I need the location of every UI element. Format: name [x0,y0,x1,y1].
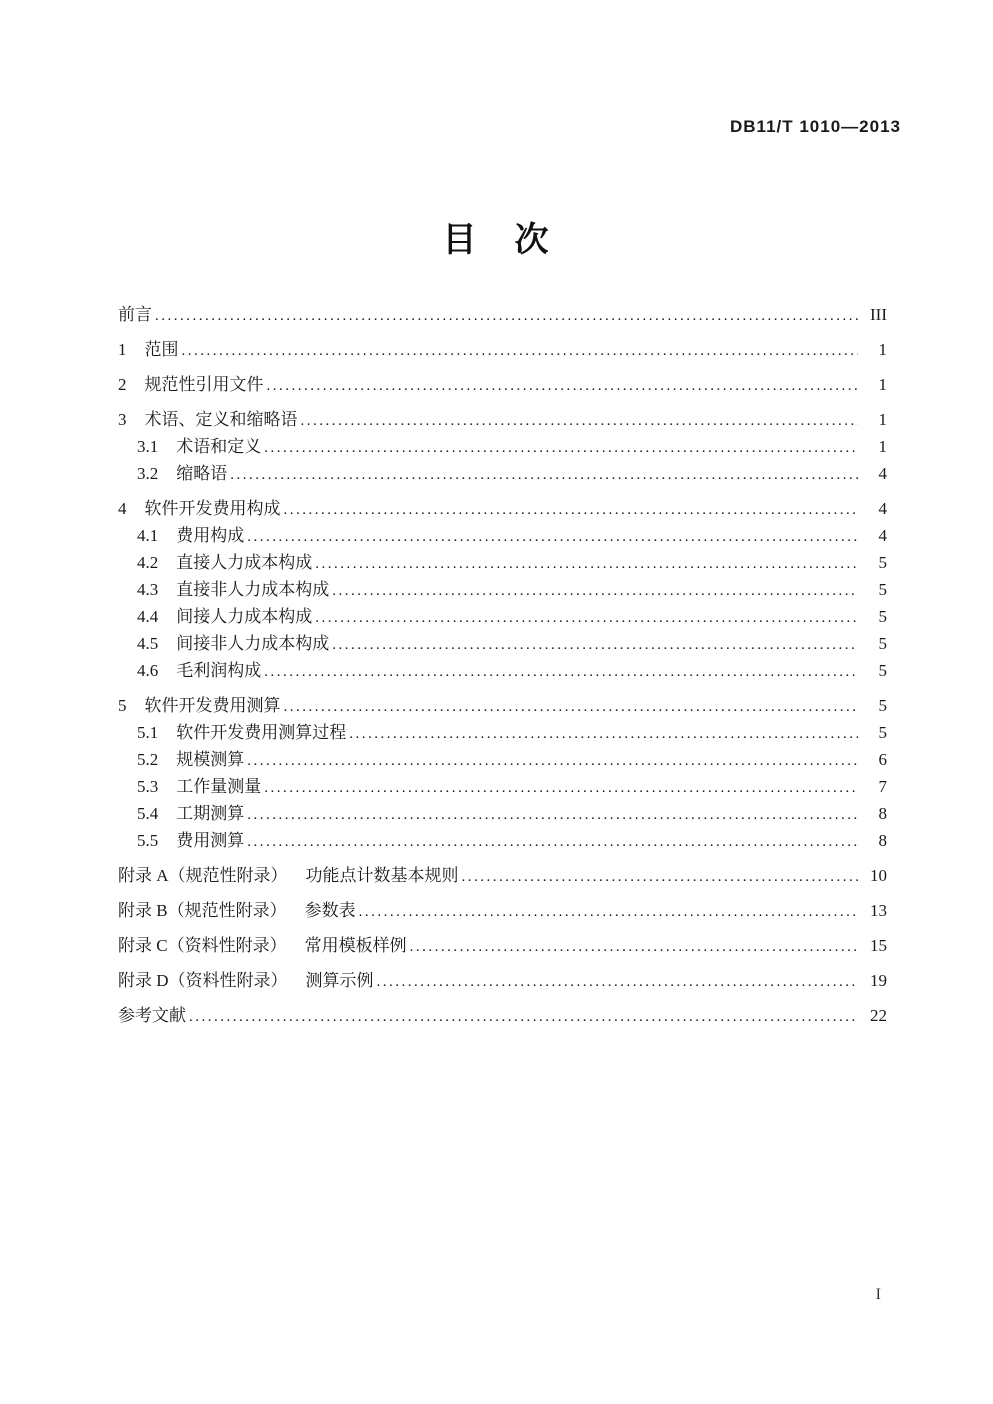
toc-entry-label: 术语、定义和缩略语 [144,410,298,429]
toc-page-number: 19 [870,971,887,990]
toc-entry-label: 毛利润构成 [176,661,262,680]
toc-page-number: 5 [878,634,887,653]
toc-entry [118,801,887,828]
toc-page-number: 4 [878,499,887,518]
toc-entry-label: 间接非人力成本构成 [176,634,330,653]
toc-entry-number: 4.1 [137,526,159,545]
toc-page-number: 1 [878,375,887,394]
toc-dot-leader [410,934,858,960]
toc-page-number: 4 [878,526,887,545]
toc-page-number: 15 [870,936,887,955]
toc-dot-leader [359,899,858,925]
toc-dot-leader [230,462,858,488]
table-of-contents [118,294,887,1030]
toc-entry-number: 5 [118,696,127,715]
toc-page-number: 5 [878,607,887,626]
toc-dot-leader [301,408,859,434]
toc-entry-label: 软件开发费用测算 [144,696,281,715]
toc-dot-leader [264,435,858,461]
toc-entry-label: 规范性引用文件 [144,375,264,394]
toc-entry-label: 软件开发费用测算过程 [176,723,347,742]
toc-page-number: 6 [878,750,887,769]
toc-dot-leader [349,721,858,747]
toc-dot-leader [284,497,859,523]
toc-entry-number: 附录 C（资料性附录） [118,936,287,955]
toc-page-number: 4 [878,464,887,483]
toc-entry-number: 1 [118,340,127,359]
toc-entry [118,604,887,631]
toc-dot-leader [377,969,858,995]
toc-entry [118,747,887,774]
toc-entry [118,828,887,855]
toc-entry-number: 4.4 [137,607,159,626]
toc-dot-leader [267,373,859,399]
toc-entry [118,434,887,461]
toc-entry-label: 费用构成 [176,526,245,545]
toc-entry [118,372,887,399]
toc-entry-number: 3.1 [137,437,159,456]
toc-entry-label: 参数表 [304,901,356,920]
toc-dot-leader [462,864,858,890]
toc-dot-leader [247,802,858,828]
toc-entry [118,631,887,658]
toc-entry [118,774,887,801]
toc-dot-leader [247,524,858,550]
toc-entry-number: 附录 D（资料性附录） [118,971,288,990]
toc-entry [118,523,887,550]
toc-entry-number: 4 [118,499,127,518]
toc-dot-leader [332,632,858,658]
toc-entry-number: 4.6 [137,661,159,680]
toc-page-number: 1 [878,340,887,359]
toc-dot-leader [315,551,858,577]
toc-page-number: 13 [870,901,887,920]
toc-entry-number: 5.3 [137,777,159,796]
toc-entry-number: 4.5 [137,634,159,653]
toc-dot-leader [155,303,858,329]
toc-entry [118,933,887,960]
toc-entry-label: 缩略语 [176,464,228,483]
toc-entry [118,496,887,523]
toc-entry-label: 规模测算 [176,750,245,769]
toc-entry [118,461,887,488]
toc-entry-number: 4.2 [137,553,159,572]
toc-entry-number: 5.4 [137,804,159,823]
toc-page-number: 1 [878,410,887,429]
toc-page-number: 5 [878,661,887,680]
toc-dot-leader [264,775,858,801]
document-number: DB11/T 1010—2013 [730,117,901,136]
toc-entry-label: 术语和定义 [176,437,262,456]
page-title: 目 次 [442,222,551,259]
toc-entry-number: 3.2 [137,464,159,483]
toc-entry-number: 5.2 [137,750,159,769]
toc-entry-label: 常用模板样例 [304,936,407,955]
toc-entry-label: 间接人力成本构成 [176,607,313,626]
toc-entry-label: 费用测算 [176,831,245,850]
toc-page-number: 5 [878,723,887,742]
toc-entry [118,407,887,434]
toc-entry-label: 工期测算 [176,804,245,823]
toc-entry-number: 附录 A（规范性附录） [118,866,288,885]
toc-entry-number: 3 [118,410,127,429]
toc-entry-label: 参考文献 [118,1006,186,1025]
toc-dot-leader [247,829,858,855]
toc-page-number: 8 [878,804,887,823]
toc-entry [118,550,887,577]
toc-entry [118,968,887,995]
toc-dot-leader [182,338,859,364]
toc-page-number: 5 [878,553,887,572]
toc-page-number: 5 [878,696,887,715]
toc-dot-leader [284,694,859,720]
toc-entry-label: 直接人力成本构成 [176,553,313,572]
toc-entry-number: 4.3 [137,580,159,599]
toc-entry-number: 5.1 [137,723,159,742]
toc-entry [118,720,887,747]
toc-entry [118,1003,887,1030]
toc-page-number: 8 [878,831,887,850]
toc-dot-leader [332,578,858,604]
toc-dot-leader [247,748,858,774]
toc-dot-leader [315,605,858,631]
toc-page-number: III [870,305,887,324]
toc-entry [118,693,887,720]
toc-page-number: 5 [878,580,887,599]
toc-entry [118,577,887,604]
toc-page-number: 1 [878,437,887,456]
toc-entry-number: 5.5 [137,831,159,850]
toc-entry-number: 附录 B（规范性附录） [118,901,287,920]
toc-entry-label: 直接非人力成本构成 [176,580,330,599]
toc-entry-label: 工作量测量 [176,777,262,796]
toc-page-number: 7 [878,777,887,796]
toc-entry-label: 软件开发费用构成 [144,499,281,518]
toc-entry-label: 前言 [118,305,152,324]
toc-dot-leader [189,1004,858,1030]
toc-entry [118,337,887,364]
toc-entry [118,863,887,890]
toc-page-number: 22 [870,1006,887,1025]
toc-entry-label: 功能点计数基本规则 [305,866,459,885]
toc-entry-label: 测算示例 [305,971,374,990]
toc-dot-leader [264,659,858,685]
toc-entry [118,898,887,925]
toc-entry-label: 范围 [144,340,179,359]
toc-entry [118,302,887,329]
toc-page-number: 10 [870,866,887,885]
toc-entry-number: 2 [118,375,127,394]
toc-entry [118,658,887,685]
footer-page-number: I [875,1286,881,1303]
